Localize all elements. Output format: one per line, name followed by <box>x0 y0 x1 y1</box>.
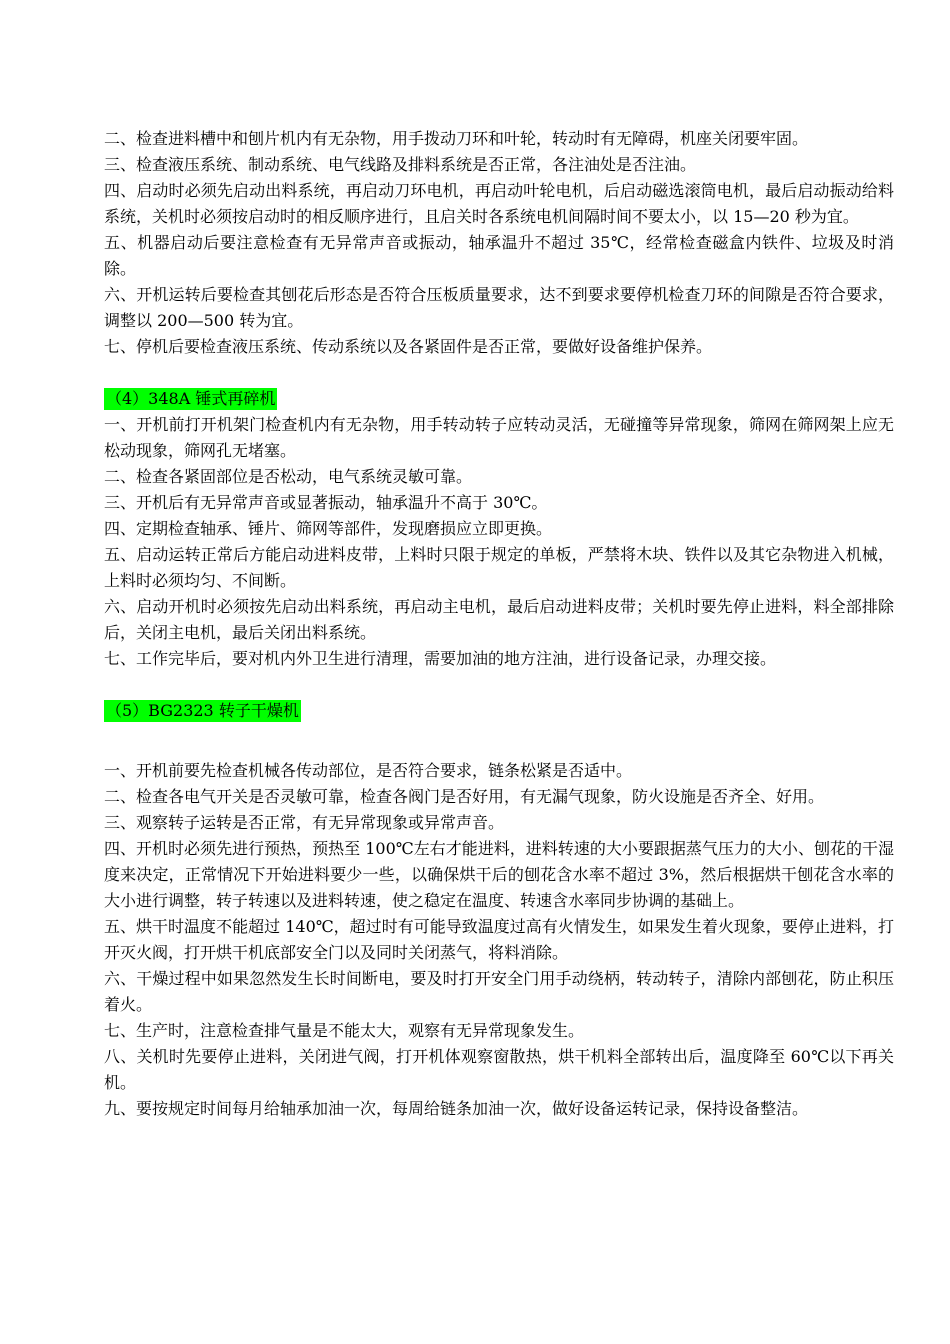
list-item: 二、检查各电气开关是否灵敏可靠，检查各阀门是否好用，有无漏气现象，防火设施是否齐全、好用。 <box>104 787 825 806</box>
section-5 <box>104 698 894 1122</box>
section-spacer <box>104 672 894 698</box>
list-item: 四、启动时必须先启动出料系统，再启动刀环电机，再启动叶轮电机，后启动磁选滚筒电机，最后启动振动给料系统，关机时必须按启动时的相反顺序进行，且启关时各系统电机间隔时间不要太小，以 15—20 秒为宜。 <box>104 181 894 226</box>
list-item: 二、检查进料槽中和刨片机内有无杂物，用手拨动刀环和叶轮，转动时有无障碍，机座关闭要牢固。 <box>104 129 809 148</box>
document-body <box>104 126 894 1122</box>
list-item: 五、机器启动后要注意检查有无异常声音或振动，轴承温升不超过 35℃，经常检查磁盒内铁件、垃圾及时消除。 <box>104 233 894 278</box>
list-item: 七、工作完毕后，要对机内外卫生进行清理，需要加油的地方注油，进行设备记录，办理交接。 <box>104 649 777 668</box>
section-heading-wrap <box>104 698 894 724</box>
list-item: 四、开机时必须先进行预热，预热至 100℃左右才能进料，进料转速的大小要跟据蒸气压力的大小、刨花的干湿度来决定，正常情况下开始进料要少一些，以确保烘干后的刨花含水率不超过 3%，然后根据烘干刨花含水率的大小进行调整，转子转速以及进料转速，使之稳定在温度、转速含水率同步协调的基础上。 <box>104 839 894 910</box>
list-item: 八、关机时先要停止进料，关闭进气阀，打开机体观察窗散热，烘干机料全部转出后，温度降至 60℃以下再关机。 <box>104 1047 894 1092</box>
section-heading-348a: （4）348A 锤式再碎机 <box>106 389 276 408</box>
list-item: 五、烘干时温度不能超过 140℃，超过时有可能导致温度过高有火情发生，如果发生着火现象，要停止进料，打开灭火阀，打开烘干机底部安全门以及同时关闭蒸气，将料消除。 <box>104 917 894 962</box>
section-spacer <box>104 360 894 386</box>
list-item: 三、观察转子运转是否正常，有无异常现象或异常声音。 <box>104 813 505 832</box>
list-item: 六、干燥过程中如果忽然发生长时间断电，要及时打开安全门用手动绕柄，转动转子，清除内部刨花，防止积压着火。 <box>104 969 894 1014</box>
list-item: 七、生产时，注意检查排气量是不能太大，观察有无异常现象发生。 <box>104 1021 585 1040</box>
list-item: 三、开机后有无异常声音或显著振动，轴承温升不高于 30℃。 <box>104 493 548 512</box>
list-item: 二、检查各紧固部位是否松动，电气系统灵敏可靠。 <box>104 467 473 486</box>
section-4 <box>104 386 894 672</box>
list-item: 一、开机前打开机架门检查机内有无杂物，用手转动转子应转动灵活，无碰撞等异常现象，筛网在筛网架上应无松动现象，筛网孔无堵塞。 <box>104 415 894 460</box>
list-item: 一、开机前要先检查机械各传动部位，是否符合要求，链条松紧是否适中。 <box>104 761 633 780</box>
list-item: 七、停机后要检查液压系统、传动系统以及各紧固件是否正常，要做好设备维护保养。 <box>104 337 713 356</box>
list-item: 九、要按规定时间每月给轴承加油一次，每周给链条加油一次，做好设备运转记录，保持设备整洁。 <box>104 1099 809 1118</box>
list-item: 六、启动开机时必须按先启动出料系统，再启动主电机，最后启动进料皮带；关机时要先停止进料，料全部排除后，关闭主电机，最后关闭出料系统。 <box>104 597 894 642</box>
section-heading-wrap <box>104 386 894 412</box>
list-item: 五、启动运转正常后方能启动进料皮带，上料时只限于规定的单板，严禁将木块、铁件以及其它杂物进入机械，上料时必须均匀、不间断。 <box>104 545 894 590</box>
section-3-tail <box>104 126 894 360</box>
section-heading-bg2323: （5）BG2323 转子干燥机 <box>106 701 299 720</box>
list-item: 六、开机运转后要检查其刨花后形态是否符合压板质量要求，达不到要求要停机检查刀环的间隙是否符合要求，调整以 200—500 转为宜。 <box>104 285 894 330</box>
list-item: 三、检查液压系统、制动系统、电气线路及排料系统是否正常，各注油处是否注油。 <box>104 155 697 174</box>
heading-spacer <box>104 724 894 758</box>
list-item: 四、定期检查轴承、锤片、筛网等部件，发现磨损应立即更换。 <box>104 519 553 538</box>
